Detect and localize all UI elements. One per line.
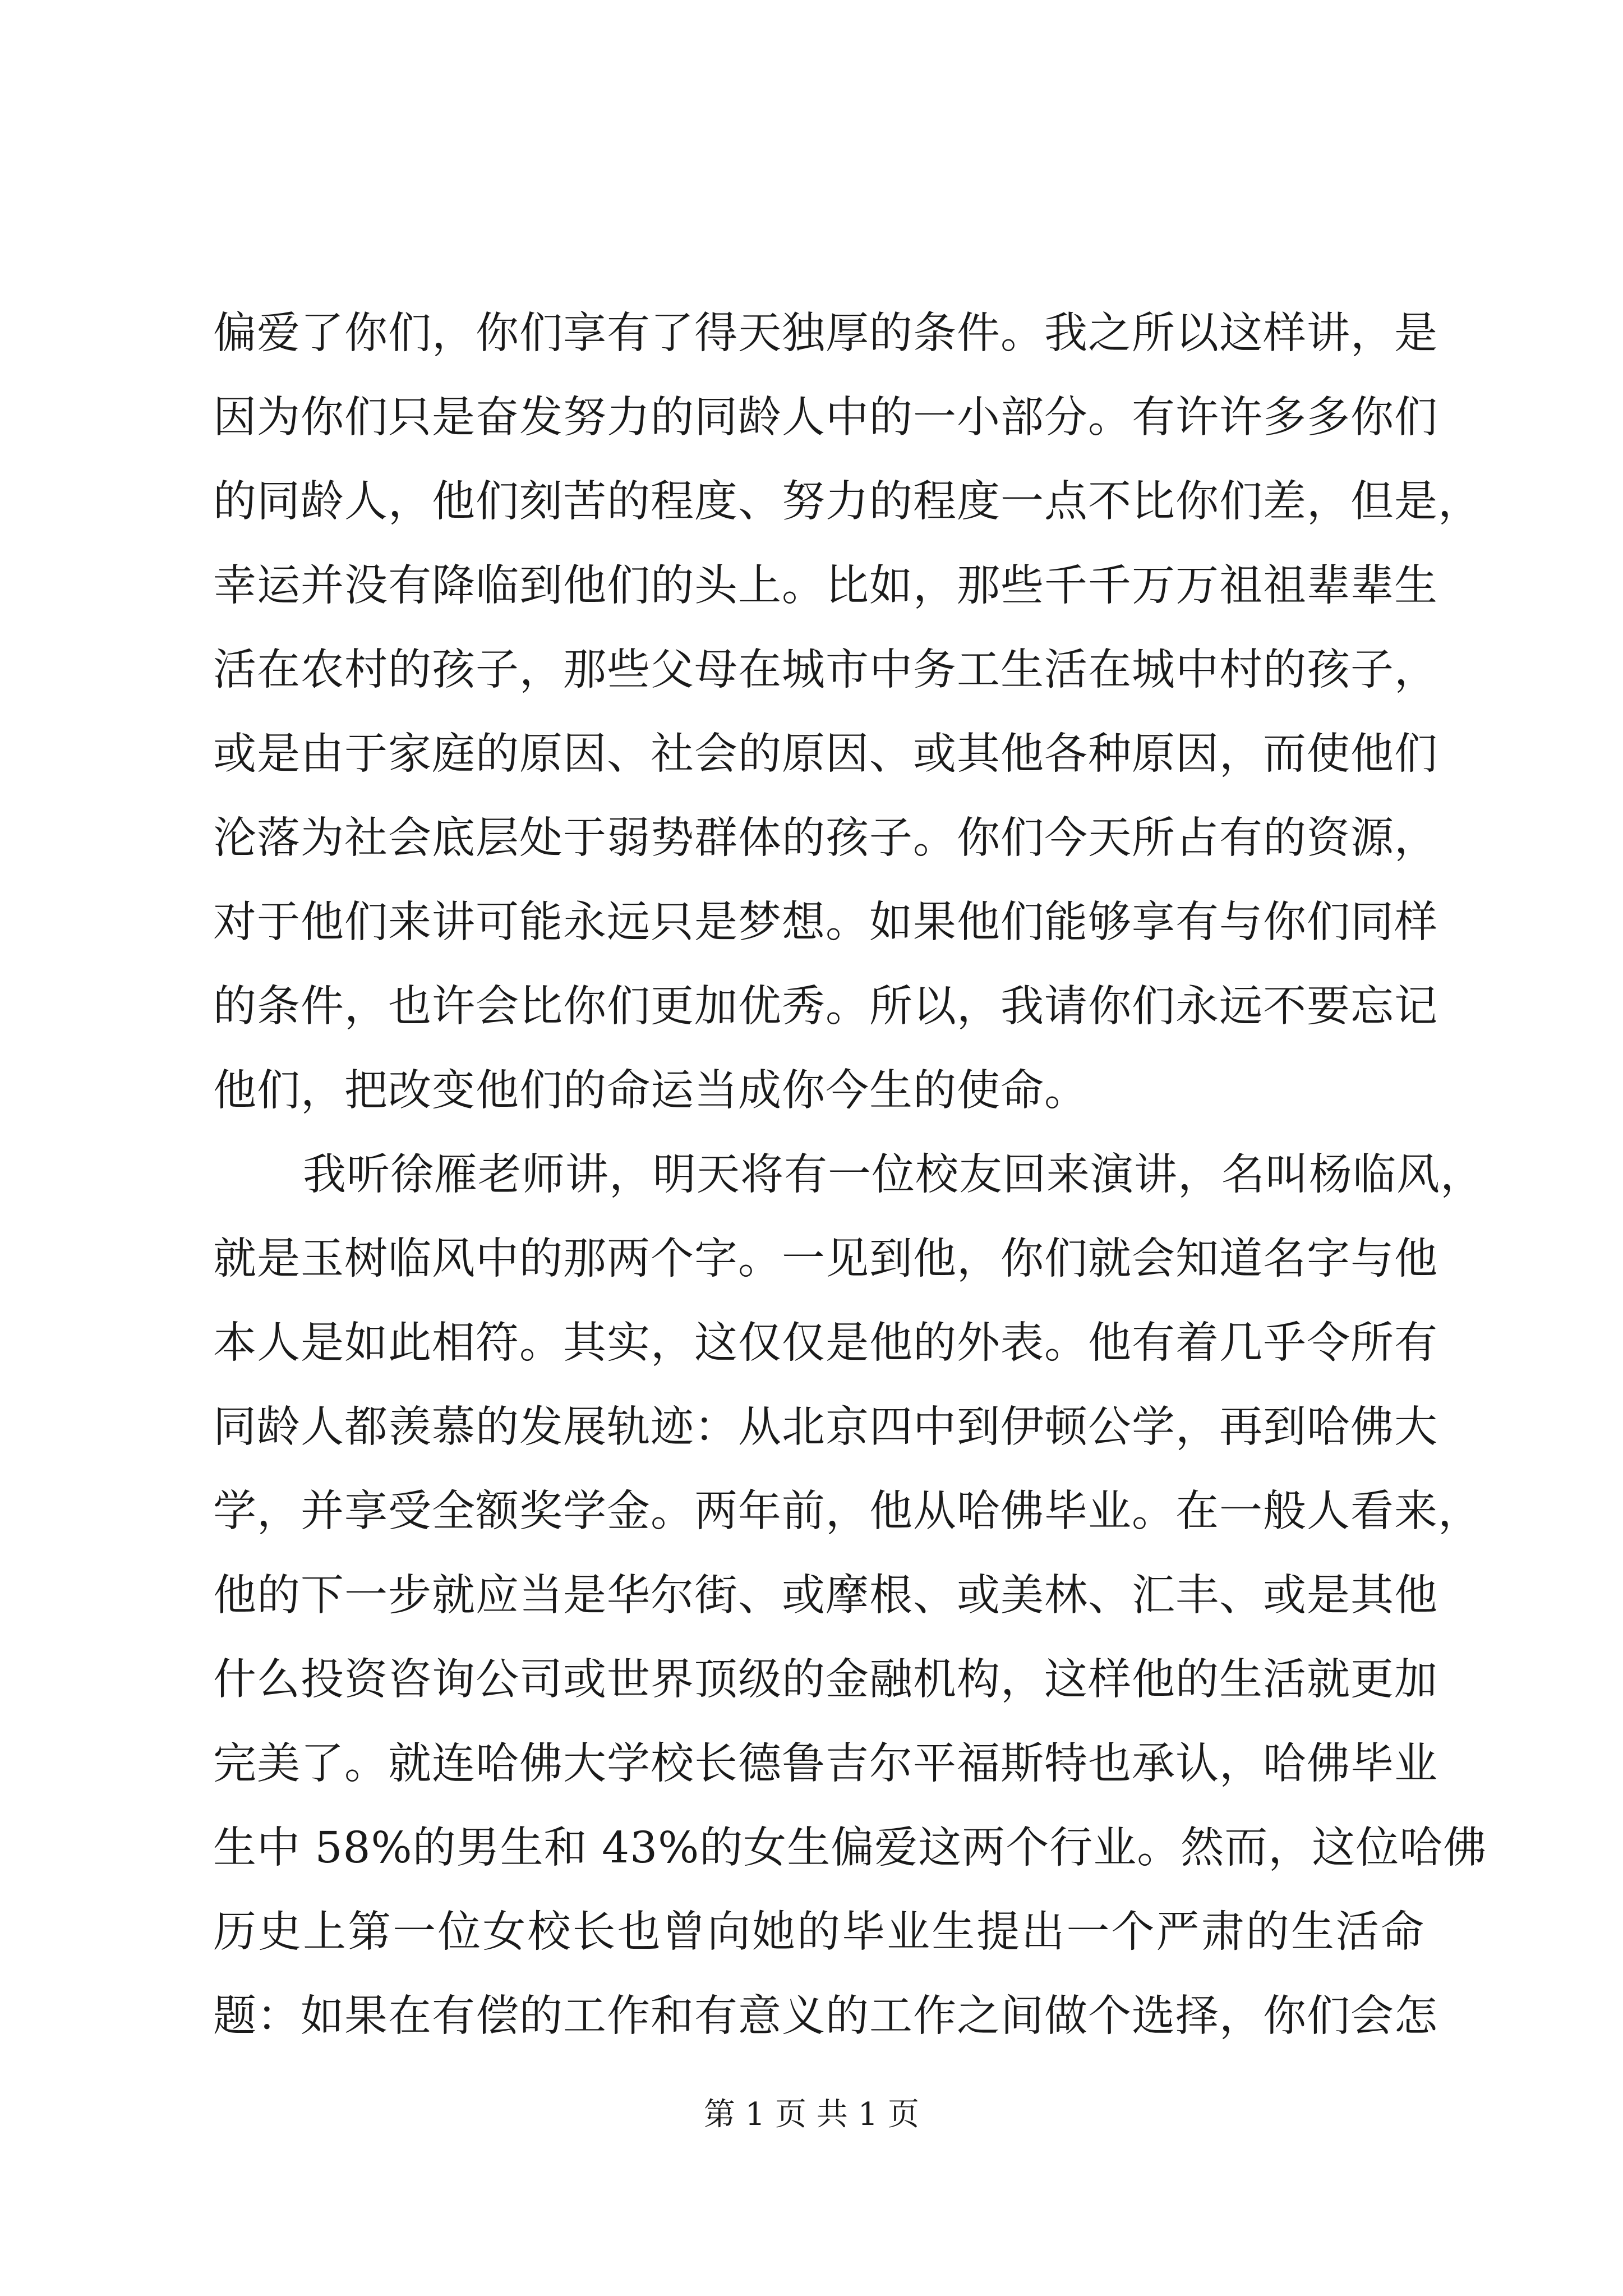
text-line: 对于他们来讲可能永远只是梦想。如果他们能够享有与你们同样 xyxy=(213,898,1438,947)
paragraph-2 xyxy=(213,1133,1487,2059)
text-line: 偏爱了你们，你们享有了得天独厚的条件。我之所以这样讲，是 xyxy=(213,309,1438,358)
text-line: 他的下一步就应当是华尔街、或摩根、或美林、汇丰、或是其他 xyxy=(213,1571,1438,1621)
page-number-label: 第 1 页 共 1 页 xyxy=(703,2096,920,2133)
text-line: 生中 58%的男生和 43%的女生偏爱这两个行业。然而，这位哈佛 xyxy=(213,1823,1487,1873)
text-line: 或是由于家庭的原因、社会的原因、或其他各种原因，而使他们 xyxy=(213,729,1438,779)
text-line: 就是玉树临风中的那两个字。一见到他，你们就会知道名字与他 xyxy=(213,1234,1438,1284)
text-line: 题：如果在有偿的工作和有意义的工作之间做个选择，你们会怎 xyxy=(213,1991,1438,2041)
text-line: 本人是如此相符。其实，这仅仅是他的外表。他有着几乎令所有 xyxy=(213,1318,1438,1368)
paragraph-1 xyxy=(213,292,1482,1133)
text-line: 同龄人都羡慕的发展轨迹：从北京四中到伊顿公学，再到哈佛大 xyxy=(213,1402,1438,1452)
text-line: 完美了。就连哈佛大学校长德鲁吉尔平福斯特也承认，哈佛毕业 xyxy=(213,1739,1438,1789)
text-line: 活在农村的孩子，那些父母在城市中务工生活在城中村的孩子， xyxy=(213,645,1438,695)
text-line: 历史上第一位女校长也曾向她的毕业生提出一个严肃的生活命 xyxy=(213,1907,1424,1957)
document-body xyxy=(213,292,1487,2059)
text-line: 的同龄人，他们刻苦的程度、努力的程度一点不比你们差，但是， xyxy=(213,477,1482,527)
text-line: 什么投资咨询公司或世界顶级的金融机构，这样他的生活就更加 xyxy=(213,1655,1438,1705)
page-footer xyxy=(0,2095,1623,2134)
text-line: 他们，把改变他们的命运当成你今生的使命。 xyxy=(213,1066,1088,1116)
text-line: 沦落为社会底层处于弱势群体的孩子。你们今天所占有的资源， xyxy=(213,813,1438,863)
text-line: 幸运并没有降临到他们的头上。比如，那些千千万万祖祖辈辈生 xyxy=(213,561,1438,611)
text-line: 的条件，也许会比你们更加优秀。所以，我请你们永远不要忘记 xyxy=(213,982,1438,1032)
text-line: 我听徐雁老师讲，明天将有一位校友回来演讲，名叫杨临风， xyxy=(303,1150,1484,1200)
text-line: 因为你们只是奋发努力的同龄人中的一小部分。有许许多多你们 xyxy=(213,393,1438,443)
text-line: 学，并享受全额奖学金。两年前，他从哈佛毕业。在一般人看来， xyxy=(213,1487,1482,1536)
